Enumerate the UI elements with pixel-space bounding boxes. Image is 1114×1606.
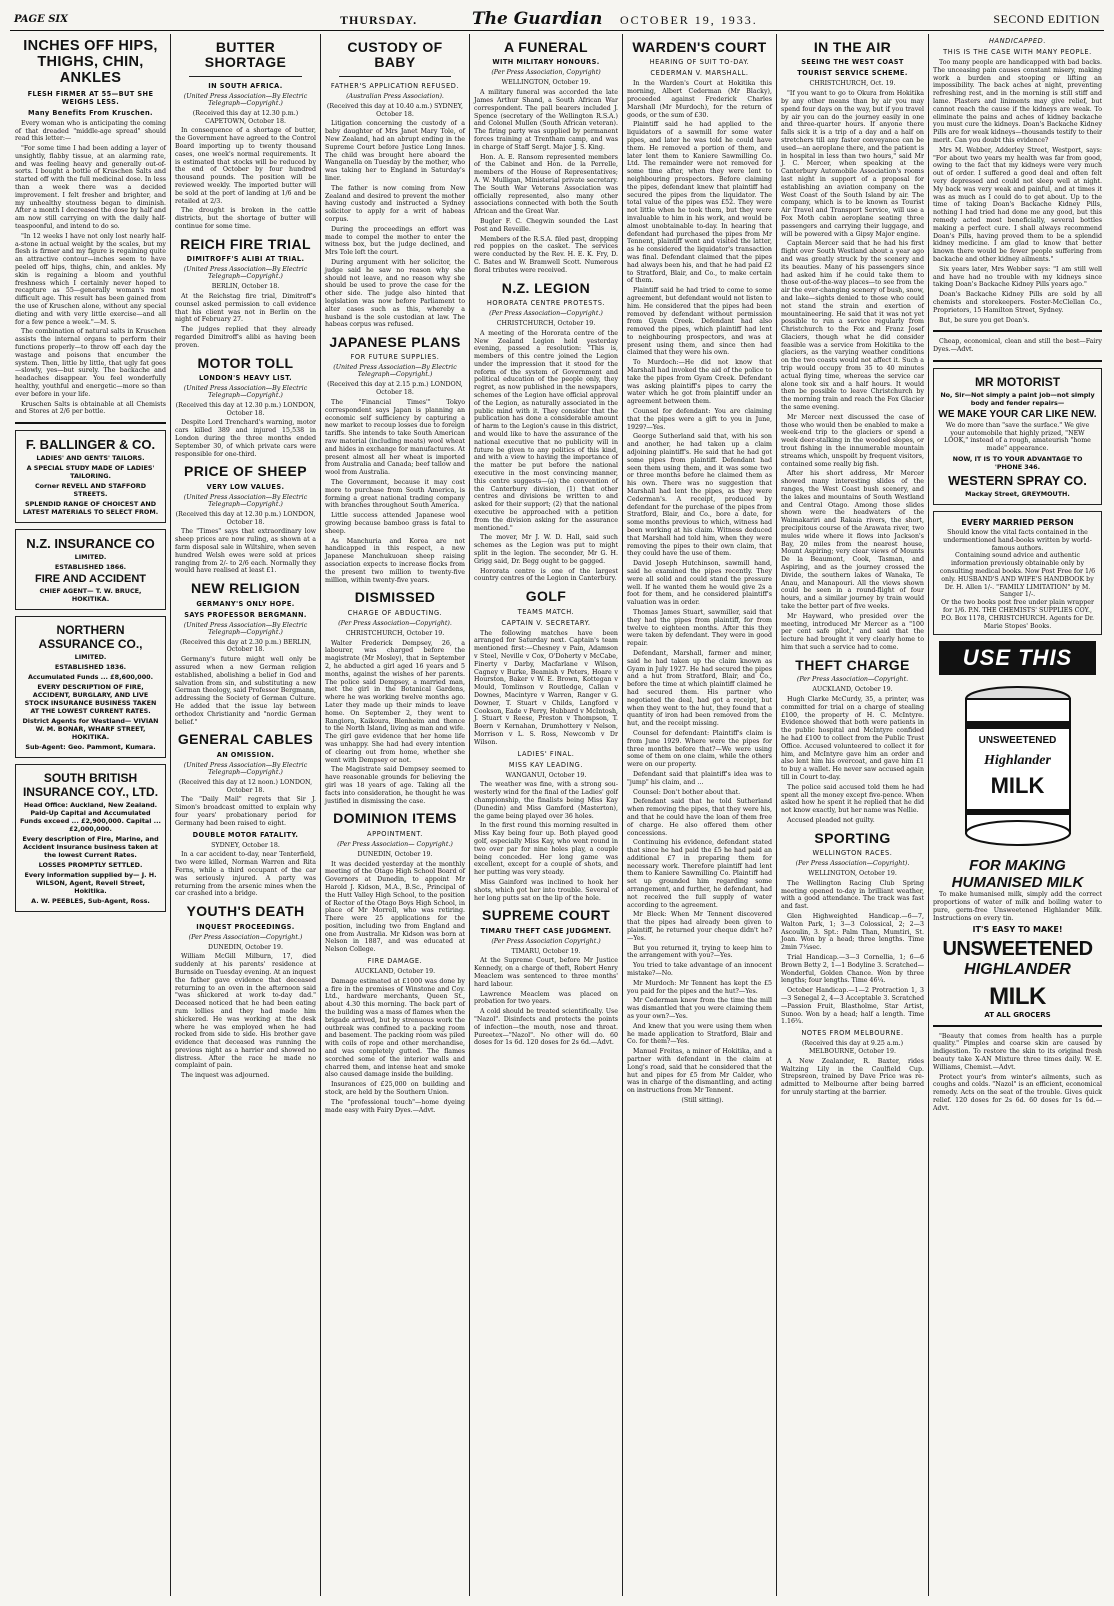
paragraph: But, be sure you get Doan's. bbox=[939, 316, 1030, 324]
paragraph: To Murdoch:—He did not know that Marshall had invoked the aid of the police to take the pipes from Gyam Creek. Defendant was asking plaintiff's pipes to carry the water which he got from plaintiff under an agreement between them. bbox=[627, 359, 772, 406]
ad-title: SOUTH BRITISH INSURANCE COY., LTD. bbox=[22, 771, 159, 800]
paragraph: The following matches have been arranged for Saturday next. Captain's team mentioned first:—Chesney v Pain, Adamson v Steel, Neville v Cox, O'Doherty v McCabe, Finerty v Darby, Macfarlane v Wilson, Cagney v Burke, Beamish v Peters, Hoare v Hourston, Baker v W. E. Brown, Kottegan v Mould, Tomlinson v Routledge, Callan v Downes, Macintyre v Warren, Ranger v G. Downer, T. Stuart v Childs, Langford v Cookson, Eade v Perry, Hubbard v McIntosh, J. Stuart v Reese, Preston v Thompson, T. Boern v Kernahan, Drumhottery v Nelson, Morrison v L. S. Ross, Newcomb v Dr Wilson. bbox=[474, 629, 618, 746]
subheading: LADIES' FINAL. bbox=[517, 749, 575, 758]
paragraph: "Beauty that comes from health has a purple quality." Pimples and coarse skin are caused by indigestion. To restore the skin to its original fresh beauty take X-AN Mixture three times daily. W. E. Williams, Chemist.—Advt. bbox=[933, 1032, 1102, 1071]
dateline: WELLINGTON, October 19. bbox=[501, 79, 591, 87]
subheading: WITH MILITARY HONOURS. bbox=[492, 58, 600, 67]
dateline: (Received this day at 2.15 p.m.) LONDON, October 18. bbox=[327, 381, 463, 397]
ad-line: NOW, IT IS TO YOUR ADVANTAGE TO 'PHONE 346. bbox=[952, 455, 1083, 472]
dateline: WANGANUI, October 19. bbox=[505, 771, 587, 779]
ad-line: No, Sir—Not simply a paint job—not simply body and fender repairs— bbox=[940, 390, 1095, 407]
paragraph: The "Daily Mail" regrets that Sir J. Simon's broadcast omitted to explain why four years' probationary period for Germany had been raised to eight. bbox=[175, 796, 316, 827]
issue-date: OCTOBER 19, 1933. bbox=[620, 13, 758, 27]
paragraph: A cold should be treated scientifically. Use "Nazol". Disinfects and protects the points of infection—the mouth, nose and throat. Pureetex—"Nazol". No other will do. 60 doses for 1s 6d. 120 doses for 2s 6d.—Advt. bbox=[474, 1008, 618, 1047]
paragraph: Six years later, Mrs Webber says: "I am still well and have had no trouble with my kidneys since taking Doan's Backache Kidney Pills years ago." bbox=[933, 265, 1102, 289]
headline: MOTOR TOLL bbox=[197, 354, 294, 371]
dateline: BERLIN, October 18. bbox=[211, 283, 280, 291]
headline: SPORTING bbox=[814, 829, 891, 846]
paragraph: Hugh Clarke McCurdy, 35, a printer, was committed for trial on a charge of stealing £100, the property of H. C. McIntyre. Evidence showed that both were patients in the public hospital and McIntyre confided he had £100 to collect from the Public Trust Office. Accused volunteered to collect it for him, and McIntyre gave him an order and also lent him his overcoat, and gave him £1 to buy a wallet. He never saw accused again till in Court to-day. bbox=[781, 695, 924, 781]
subheading: MISS KAY LEADING. bbox=[508, 760, 584, 769]
paragraph: Defendant, Marshall, farmer and miner, said he had taken up the claim known as Gyam in July 1927. He had secured the pipes and a hut from Stratford, Blair, and Co., before the time at which plaintiff claimed he had secured them. His partner who negotiated the deal, had got a receipt, but when they went to the hut, they found that a quantity of iron had been removed from the hut, and the receipt missing. bbox=[627, 649, 772, 728]
paragraph: Glen Highweighted Handicap.—6—7, Walton Park, 1; 3—3 Colossical, 2; 2—3 Ascoulin, 3. Spt.: Palm Than, Mumtiri, St. Joan. Won by a head; three lengths. Time 2min 7¼sec. bbox=[781, 913, 924, 952]
headline: CUSTODY OF BABY bbox=[347, 39, 443, 71]
column-7 bbox=[930, 34, 1105, 1596]
column-rule bbox=[469, 34, 470, 1596]
paragraph: "For some time I had been adding a layer of unsightly, flabby tissue, at an alarming rate, and was feeling heavy and generally out-of-sorts. I bought a bottle of Kruschen Salts and started off with the full medicinal dose. In less than a week there was a decided improvement. I felt fresher and brighter, and my unhealthy stoutness began to diminish. After a month I decreased the dose by half and am now still carrying on with the daily half-teaspoonful, and intend to do so. bbox=[15, 145, 166, 231]
credit-line: (Per Press Association—Copyright. bbox=[796, 676, 909, 684]
paragraph: Little success attended Japanese wool growing because bamboo grass is fatal to sheep. bbox=[325, 512, 465, 535]
divider bbox=[189, 76, 302, 77]
headline: JAPANESE PLANS bbox=[329, 334, 461, 351]
ad-line: Or the two books post free under plain wrapper for 1/6. P.N. THE CHEMISTS' SUPPLIES COY., P.O. Box 1178, CHRISTCHURCH. Agents for Dr. Marie Stopes' Books. bbox=[940, 599, 1095, 630]
ad-line: A. W. PEEBLES, Sub-Agent, Ross. bbox=[31, 897, 150, 906]
ad-line: ESTABLISHED 1836. bbox=[54, 663, 127, 672]
newspaper-title: The Guardian bbox=[472, 9, 603, 29]
paragraph: The "Financial Times'" Tokyo correspondent says Japan is planning an economic self sufficiency by capturing a new market to recoup losses due to foreign tariffs. She intends to take South American raw material (including meats) wool wheat and hides in exchange for manufactures. At present almost all her wheat is imported from Australia and Canada; beef tallow and wool from Australia. bbox=[325, 399, 465, 477]
paragraph: The father is now coming from New Zealand and desired to prevent the mother having custody and instructed a Sydney solicitor to apply for a writ of habeas corpus. bbox=[325, 184, 465, 223]
subheading: HEARING OF SUIT TO-DAY. bbox=[649, 58, 750, 67]
ad-line: Should know the vital facts contained in the undermentioned hand-books written by world-famous authors. bbox=[943, 529, 1092, 552]
divider bbox=[933, 330, 1102, 332]
column-1 bbox=[12, 34, 169, 1596]
column-6 bbox=[778, 34, 927, 1596]
credit-line: (Australian Press Association). bbox=[346, 92, 444, 100]
column-rule bbox=[170, 34, 171, 1596]
ad-line: A SPECIAL STUDY MADE OF LADIES' TAILORING. bbox=[26, 464, 155, 481]
paragraph: During argument with her solicitor, the judge said he saw no reason why she should not leave, and no reason why she should be used to prove the case for the other side. The judge also hinted that legislation was now before Parliament to alter cases such as this, whereby a husband is the sole custodian at law. The habeas corpus was refused. bbox=[325, 258, 465, 329]
paragraph: The mover, Mr J. W. D. Hall, said such schemes as the Legion was put to might split in the legion. The seconder, Mr G. H. Grigg said, Dr. Begg ought to be gagged. bbox=[474, 534, 618, 565]
ad-northern-assurance bbox=[15, 616, 166, 758]
ad-line: FIRE AND ACCIDENT bbox=[34, 573, 146, 586]
paragraph: Bugler F. C. Chegwin sounded the Last Post and Reveille. bbox=[474, 217, 618, 233]
paragraph: Germany's future might well only be assured when a new German religion established, abolishing a belief in God and salvation from sin, and substituting a new German theology, said Professor Bergmann, addressing the Society of German Culture. He added that the issue lay between orthodox Christianity and "nordic German belief." bbox=[175, 656, 316, 726]
headline: GOLF bbox=[525, 588, 567, 605]
headline: N.Z. LEGION bbox=[501, 279, 591, 296]
paragraph: Continuing his evidence, defendant stated that since he had paid the £5 he had paid an additional £7 in preparing them for necessary work. Therefore plaintiff had lent them to Kaniere Sawmilling Co. Plaintiff had set up grounded him regarding some arrangement, and further, he defendant, had not received the full supply of water according to the agreement. bbox=[627, 839, 772, 909]
dateline: TIMARU, October 19. bbox=[511, 947, 581, 955]
ad-title: EVERY MARRIED PERSON bbox=[961, 518, 1074, 528]
paragraph: It was decided yesterday at the monthly meeting of the Otago High School Board of Governors at Dunedin, to appoint Mr Harold J. Kidson, M.A., B.Sc., Principal of the Hutt Valley High School, to the position of Rector of the Otago Boys High School, in place of Mr Morrell, who was retiring. There were 25 applications for the position, including two from England and one from Australia. Mr Kidson was born at Nelson in 1887, and was educated at Nelson College. bbox=[325, 860, 465, 954]
paragraph: Mr Murdoch: Mr Tennent has kept the £5 you paid for the pipes and the hut?—Yes. bbox=[627, 979, 772, 995]
paragraph: The Magistrate said Dempsey seemed to have reasonable grounds for believing the girl was 18 years of age. Taking all the facts into consideration, he thought he was justified in dismissing the case. bbox=[325, 766, 465, 805]
subheading: CAPTAIN V. SECRETARY. bbox=[501, 618, 591, 627]
ad-subheading: THIS IS THE CASE WITH MANY PEOPLE. bbox=[943, 48, 1092, 56]
paragraph: Litigation concerning the custody of a baby daughter of Mrs Janet Mary Tole, of New Zealand, had an abrupt ending in the Supreme Court before Justice Long Innes. The child was brought here aboard the Wanganella on Tuesday by the mother, who was taking her to England in Saturday's liner. bbox=[325, 120, 465, 182]
paragraph: At the Reichstag fire trial, Dimitroff's counsel asked permission to call evidence that his client was not in Berlin on the night of February 27. bbox=[175, 292, 316, 324]
ad-line: LOSSES PROMPTLY SETTLED. bbox=[38, 861, 143, 870]
divider bbox=[933, 1025, 1102, 1027]
paragraph: "If you want to go to Okura from Hokitika by any other means than by air you may spend four days on the way, but if you travel by air you can do the journey easily in one and three-quarter hours. If anyone there falls sick it is a trip of a day and a half on stretchers till any faster conveyance can be used—an aeroplane there, and the patient is in hospital in less than two hours," said Mr J. C. Mercer, when speaking at the Canterbury Automobile Association's rooms last night in support of a proposal for establishing an aviation company on the West Coast of the South Island by air. The company, which is to be known as Tourist Air Travel and Transport Service, will use a Fox Moth cabin aeroplane seating three passengers and carrying their luggage, and will be powered with a Gipsy Major engine. bbox=[781, 90, 924, 238]
headline: A FUNERAL bbox=[504, 39, 588, 55]
headline: REICH FIRE TRIAL bbox=[180, 235, 311, 252]
ad-line: Every description of Fire, Marine, and Accident Insurance business taken at the lowest Current Rates. bbox=[22, 835, 159, 860]
paragraph: Counsel: Don't bother about that. bbox=[633, 788, 741, 796]
ad-ballinger bbox=[15, 430, 166, 523]
edition-label: SECOND EDITION bbox=[993, 12, 1100, 26]
credit-line: (Per Press Association, Copyright) bbox=[491, 69, 601, 77]
paragraph: Cheap, economical, clean and still the best—Fairy Dyes.—Advt. bbox=[933, 338, 1102, 354]
paragraph: Counsel for defendant: You are claiming that the pipes were a gift to you in June, 1929?—Yes. bbox=[627, 408, 772, 431]
paragraph: To make humanised milk, simply add the correct proportions of water of milk and boiling water to pure, germ-free Unsweetened Highlander Milk. Instructions on every tin. bbox=[933, 891, 1102, 922]
ad-heading: FOR MAKING HUMANISED MILK bbox=[951, 857, 1084, 892]
column-rule bbox=[320, 34, 321, 1596]
paragraph: A New Zealander, R. Baxter, rides Waltzing Lily in the Caulfield Cup. Strepsreon, trained by Dave Price was re-admitted to Melbourne after being barred for unruly starting at the barrier. bbox=[781, 1057, 924, 1097]
column-rule bbox=[776, 34, 777, 1596]
milk-tin-illustration bbox=[953, 681, 1083, 851]
paragraph: Mr Mercer next discussed the case of those who would then be enabled to make a week-end trip to the glaciers or spend a week deer-stalking in the wooded slopes, or trout fishing in the innumerable mountain streams which, unspoilt by frequent visitors, contained some really big fish. bbox=[781, 413, 924, 468]
ad-title: N.Z. INSURANCE CO bbox=[26, 536, 155, 552]
paragraph: The "Times" says that extraordinary low sheep prices are now ruling, as shown at a farm disposal sale in Wiltshire, when seven hundred Welsh ewes were sold at prices ranging from 2/- to 2/6 each. Normally they would have realised at least £1. bbox=[175, 528, 316, 575]
paragraph: Defendant said that plaintiff's idea was to "jump" his claim, and … bbox=[627, 770, 772, 786]
subheading: INQUEST PROCEEDINGS. bbox=[196, 922, 295, 931]
credit-line: (United Press Association—By Electric Telegraph—Copyright.) bbox=[183, 493, 308, 508]
subheading: AN OMISSION. bbox=[216, 750, 275, 759]
credit-line: (Per Press Association—Copyright). bbox=[795, 860, 910, 868]
dateline: DUNEDIN, October 19. bbox=[208, 943, 283, 951]
paragraph: But you returned it, trying to keep him to the arrangement with you?—Yes. bbox=[627, 944, 772, 960]
paragraph: Kruschen Salts is obtainable at all Chemists and Stores at 2/6 per bottle. bbox=[15, 400, 166, 416]
paragraph: The "professional touch"—home dyeing made easy with Fairy Dyes.—Advt. bbox=[325, 1098, 465, 1114]
paragraph: In the first round this morning resulted in Miss Kay being four up. Both played good golf, especially Miss Kay, who went round in two over par for nine holes play, a couple being conceded. Her long game was excellent, except for a couple of shots, and her putting was very steady. bbox=[474, 822, 618, 877]
dateline: (Received this day at 12.30 p.m.) LONDON, October 18. bbox=[175, 510, 316, 526]
paragraph: Mr Hayward, who presided over the meeting, introduced Mr Mercer as a "100 per cent safe pilot," and said that the lecture had brought it very clearly home to him that such a service had to come. bbox=[781, 612, 924, 651]
paragraph: After his short address, Mr Mercer showed many interesting slides of the ranges, the West Coast bush scenery, and the lakes and mountains of South Westland and Central Otago. Among those slides shown were the headwaters of the Waimakariri and Rakaia rivers, the short, precipitous course of the Arawata river, two mules wide where it flows into Jackson's Bay, 20 miles from the nearest house, Mount Aspiring; very clear views of Mounts De la Beaumont, Cook, Tasman, and Aspiring, and as the journey crossed the Divide, the southern lakes of Wanaka, Te Anau, and Manapouri. All the views shown could be seen in a round-flight of four hours, and a similar journey by train would take the better part of five weeks. bbox=[781, 470, 924, 610]
paragraph: (Still sitting). bbox=[681, 1097, 724, 1104]
column-4 bbox=[471, 34, 621, 1596]
ad-line: Mackay Street, GREYMOUTH. bbox=[965, 490, 1070, 499]
ad-line: Head Office: Auckland, New Zealand. Paid-Up Capital and Accumulated Funds exceed ... £2,900,000. Capital ... £2,000,000. bbox=[20, 801, 161, 834]
credit-line: (Per Press Association—Copyright.) bbox=[489, 309, 603, 317]
ad-line: Containing sound advice and authentic information previously obtainable only by consulting medical books. Now Post Free for 1/6 only. HUSBAND'S AND WIFE'S HANDBOOK by Dr. H. Allen 1/-. "FAMILY LIMITATION" by M. Sanger 1/-. bbox=[939, 552, 1096, 599]
credit-line: (United Press Association—By Electric Telegraph—Copyright.) bbox=[183, 266, 308, 281]
ad-married-person bbox=[933, 511, 1102, 635]
paragraph: Hororata centre is one of the largest country centres of the Legion in Canterbury. bbox=[474, 567, 618, 583]
ad-line: ESTABLISHED 1866. bbox=[54, 563, 127, 572]
paragraph: Captain Mercer said that he had his first flight over South Westland about a year ago and was greatly struck by the scenery and its beauties. Many of his passengers since had asked him if he could take them to those out-of-the-way places—to see from the air the ever-changing scenery of bush, snow, and lake—sights denied to those who could not stand the strain and exertion of mountaineering. He said that it was not yet possible to run a service regularly from Christchurch to the Fox and Franz Josef Glaciers, though what he did consider feasible was a service from Hokitika to the glaciers, as the varying weather conditions on the two coasts would not affect it. Such a trip would occupy from 35 to 40 minutes actual flying time, whereas the service car alone took six and a half hours. It would then be possible to leave Christchurch by the morning train and reach the Fox Glacier the same evening. bbox=[781, 240, 924, 412]
paragraph: "In 12 weeks I have not only lost nearly half-a-stone in actual weight by the scales, but my flesh is firmer and my figure is regaining quite an attractive contour—inches seem to have peeled off hips, thighs, chin, and ankles. My skin is regaining a bloom and youthful freshness which I certainly never hoped to recapture as 55—generally woman's most difficult age. This result has been gained from the use of Kruschen alone, without any special dieting and with very little exercise—and all for a few pence a week."—M. S. bbox=[15, 232, 166, 326]
subheading: TOURIST SERVICE SCHEME. bbox=[797, 69, 908, 78]
subheading: CEDERMAN V. MARSHALL. bbox=[650, 69, 749, 78]
tin-label: MILK bbox=[990, 773, 1045, 799]
subheading: LONDON'S HEAVY LIST. bbox=[198, 373, 292, 382]
headline: PRICE OF SHEEP bbox=[183, 463, 308, 480]
subheading: TIMARU THEFT CASE JUDGMENT. bbox=[480, 926, 612, 935]
credit-line: (Per Press Association— Copyright.) bbox=[337, 840, 453, 848]
page-number: PAGE SIX bbox=[14, 14, 68, 25]
column-5 bbox=[624, 34, 775, 1596]
paragraph: In consequence of a shortage of butter, the Government have agreed to the Control Board importing up to twenty thousand cases, one week's normal requirements. It is estimated that stocks will be reduced by the end of October by four hundred thousand pounds. The position will be reviewed weekly. The imported butter will be sold at the port of landing at 1/6 and be retailed at 2/3. bbox=[175, 127, 316, 205]
paragraph: The Wellington Racing Club Spring meeting opened to-day in brilliant weather, with a good attendance. The track was fast and fast. bbox=[781, 879, 924, 911]
paragraph: The inquest was adjourned. bbox=[181, 1072, 270, 1080]
paragraph: Doan's Backache Kidney Pills are sold by all chemists and storekeepers. Foster-McClellan Co., Proprietors, 15 Hamilton Street, Sydney. bbox=[933, 291, 1102, 314]
ad-line: LADIES' AND GENTS' TAILORS. bbox=[36, 454, 145, 463]
credit-line: (Per Press Association—Copyright). bbox=[338, 619, 452, 627]
paragraph: During the proceedings an effort was made to compel the mother to enter the witness box, but the judge declined, and Mrs Tole left the court. bbox=[325, 225, 465, 257]
ad-title: F. BALLINGER & CO. bbox=[25, 437, 156, 453]
subheading: SAYS PROFESSOR BERGMANN. bbox=[184, 610, 307, 619]
subheading: SEEING THE WEST COAST bbox=[801, 58, 904, 67]
tin-label: Highlander bbox=[984, 753, 1051, 769]
paragraph: The Government, because it may cost more to purchase from South America, is forming a great national trading company with branches throughout South America. bbox=[325, 479, 465, 510]
paragraph: Despite Lord Trenchard's warning, motor cars killed 389 and injured 15,538 in London during the three months ended September 30, of which private cars were responsible for one-third. bbox=[175, 419, 316, 458]
subheading: NOTES FROM MELBOURNE. bbox=[801, 1029, 904, 1038]
paragraph: At the Supreme Court, before Mr Justice Kennedy, on a charge of theft, Robert Henry Meaclem was sentenced to three months' hard labour. bbox=[474, 957, 618, 988]
subheading: APPOINTMENT. bbox=[367, 829, 423, 838]
ad-line: Every information supplied by— J. H. WILSON, Agent, Revell Street, Hokitika. bbox=[24, 871, 157, 896]
subheading: FLESH FIRMER AT 55—BUT SHE WEIGHS LESS. bbox=[27, 89, 154, 106]
paragraph: Insurances of £25,000 on building and stock, are held by the Southern Union. bbox=[325, 1081, 465, 1097]
ad-south-british bbox=[15, 764, 166, 912]
dateline: AUCKLAND, October 19. bbox=[354, 968, 436, 976]
paragraph: The judges replied that they already regarded Dimitroff's alibi as having been proven. bbox=[175, 326, 316, 349]
headline: NEW RELIGION bbox=[190, 580, 301, 597]
paragraph: Trial Handicap.—3—3 Cornellia, 1; 6—6 Brown Betty 2, 1—1 Bodyline 3. Scratched—Wonderful, Golden Chance. Won by three lengths; four lengths. Time 46¼. bbox=[781, 954, 924, 985]
paragraph: The combination of natural salts in Kruschen assists the internal organs to perform their functions properly—to throw off each day the wastage and poisons that encumber the system. Then, little by little, that ugly fat goes—slowly, yes—but surely. The backache and headaches disappear. You feel wonderfully healthy, youthful and energetic—more so than ever before in your life. bbox=[15, 328, 166, 398]
ad-line: CHIEF AGENT— T. W. BRUCE, HOKITIKA. bbox=[39, 587, 142, 604]
paragraph: You tried to take advantage of an innocent mistake?—No. bbox=[627, 962, 772, 978]
ad-line: EVERY DESCRIPTION OF FIRE, ACCIDENT, BURGLARY, AND LIVE STOCK INSURANCE BUSINESS TAKEN AT THE LOWEST CURRENT RATES. bbox=[24, 683, 157, 716]
subheading: DIMITROFF'S ALIBI AT TRIAL. bbox=[186, 255, 305, 264]
paragraph: Mr Bleck: When Mr Tennent discovered that the pipes had already been given to plaintiff, he returned your cheque didn't he?—Yes. bbox=[627, 911, 772, 942]
column-rule bbox=[622, 34, 623, 1596]
paragraph: Plaintiff said he had tried to come to some agreement, but defendant would not listen to him. He considered that the pipes had been removed by defendant without permission from Gyam Creek. Defendant had also removed the pipes, which plaintiff had lent to neighbouring prospectors, and was at present using them, and since then had claimed that they were his own. bbox=[627, 287, 772, 357]
headline: IN THE AIR bbox=[813, 39, 892, 55]
headline: GENERAL CABLES bbox=[177, 731, 314, 748]
issue-day: THURSDAY. bbox=[340, 13, 418, 27]
column-2 bbox=[172, 34, 319, 1596]
subheading: Many Benefits From Kruschen. bbox=[28, 108, 153, 117]
ad-line: SPLENDID RANGE OF CHOICEST AND LATEST MATERIALS TO SELECT FROM. bbox=[22, 500, 159, 517]
divider bbox=[933, 360, 1102, 362]
ad-title: WESTERN SPRAY CO. bbox=[948, 473, 1087, 489]
paragraph: Lawrence Meaclem was placed on probation for two years. bbox=[474, 990, 618, 1006]
dateline: (Received this day at 2.30 p.m.) BERLIN, October 18. bbox=[179, 638, 312, 654]
ad-brand: HIGHLANDER bbox=[964, 960, 1071, 978]
ad-line: Sub-Agent: Geo. Pammont, Kumara. bbox=[25, 743, 156, 752]
column-3 bbox=[322, 34, 468, 1596]
headline: SUPREME COURT bbox=[481, 907, 611, 924]
ad-heading: HANDICAPPED. bbox=[988, 37, 1047, 45]
column-rule bbox=[928, 34, 929, 1596]
paragraph: In the Warden's Court at Hokitika this morning, Albert Cederman (Mr Blacky), proceeded against Frederick Charles Marshall (Mr Murdoch), for the return of goods, or the sum of £30. bbox=[627, 80, 772, 119]
credit-line: (United Press Association—By Electric Telegraph—Copyright.) bbox=[183, 384, 308, 399]
dateline: WELLINGTON, October 19. bbox=[808, 870, 897, 878]
paragraph: Members of the R.S.A. filed past, dropping red poppies on the casket. The services were conducted by the Rev. H. E. K. Fry, D. C. Bates and W. Bramwell Scott. Numerous floral tributes were received. bbox=[474, 235, 618, 274]
paragraph: Hon. A. E. Ransom represented members of the Cabinet and Hon. de la Perrelle, members of the House of Representatives; A. W. Mulligan, Ministerial private secretary. The South War Veterans Association was officially represented, also many other associations connected with both the South African and the Great War. bbox=[474, 153, 618, 216]
subheading: IN SOUTH AFRICA. bbox=[208, 81, 283, 90]
dateline: (Received this day at 12.30 p.m.) CAPETOWN, October 18. bbox=[192, 109, 299, 125]
paragraph: In a car accident to-day, near Tenterfield, two were killed, Norman Warren and Rita Ferns, while a third occupant of the car was seriously injured. A party was returning from the arsenic mines when the car crashed into a bridge. bbox=[175, 851, 316, 898]
subheading: WELLINGTON RACES. bbox=[812, 849, 893, 858]
ad-title: NORTHERN ASSURANCE CO., bbox=[38, 623, 143, 652]
ad-line: Accumulated Funds ... £8,600,000. bbox=[27, 673, 154, 682]
paragraph: The weather was fine, with a strong sou-westerly wind for the final of the Ladies' golf championship, the finalists being Miss Kay (Dunedin) and Miss Gamford (Masterton), the game being played over 36 holes. bbox=[474, 781, 618, 820]
paragraph: Manuel Freitas, a miner of Hokitika, and a partner with defendant in the claim at Long's road, said that he considered that the hut and pipes for £5 from Mr Calder, who was in charge of the dismantling, and acting on instructions from Mr Tennent. bbox=[627, 1048, 772, 1095]
paragraph: And knew that you were using them when he made application to Stratford, Blair and Co. for them?—Yes. bbox=[627, 1022, 772, 1046]
headline: THEFT CHARGE bbox=[795, 656, 910, 673]
ad-line: LIMITED. bbox=[74, 553, 107, 562]
paragraph: David Joseph Hutchinson, sawmill hand, said he examined the pipes recently. They were all solid and could stand the pressure well. If he wanted them he would give 2s a foot for them, and he considered plaintiff's valuation was in order. bbox=[627, 560, 772, 607]
ad-brand: MILK bbox=[989, 982, 1046, 1010]
paragraph: Walter Frederick Dempsey, 26, a labourer, was charged before the magistrate (Mr Mosley), that in September 2, he abducted a girl aged 16 years and 5 months, against the wishes of her parents. The police said Dempsey, a married man, met the girl in the Botanical Gardens, where he was working twelve months ago. Later they made up their minds to leave home. On September 2, they went to Rangiora, Kaikoura, Blenheim and thence to the North Island, living as man and wife. The girl gave evidence that her home life was unhappy. She had had every intention of clearing out from home, whether she went with Dempsey or not. bbox=[325, 639, 465, 764]
paragraph: October Handicap.—1—2 Protraction 1, 3—3 Senegal 2, 4—3 Acceptable 3. Scratched—Passion Fruit, Blastholme, Star Artist, Sunoo. Won by a head; half a length. Time 1.16¾. bbox=[781, 987, 924, 1026]
paragraph: The police said accused told them he had spent all the money except five-pence. When asked how he spent it he replied that he did not know exactly, but her name was Nellie. bbox=[781, 783, 924, 815]
subheading: FATHER'S APPLICATION REFUSED. bbox=[330, 81, 460, 90]
headline-kruschen: INCHES OFF HIPS, THIGHS, CHIN, ANKLES bbox=[23, 38, 158, 87]
dateline: (Received this day at 12 noon.) LONDON, October 18. bbox=[178, 778, 313, 794]
paragraph: Mrs M. Webber, Adderley Street, Westport, says: "For about two years my health was far from good, owing to the fact that my kidneys were very much out of order. I suffered a good deal and often felt very depressed and could not sleep well at night. My back was very weak and painful, and at times it was as much as I could do to get about. Up to the time of taking Doan's Backache Kidney Pills, nothing I had tried had done me any good, but this remedy acted most beneficially, several bottles making a perfect cure. I shall always recommend Doan's Pills, having proved them to be a splendid kidney medicine. I am glad to know that better known there would be fewer people suffering from backache and other kidney ailments." bbox=[933, 146, 1102, 263]
ad-line: LIMITED. bbox=[74, 653, 107, 662]
paragraph: The drought is broken in the cattle districts, but the shortage of butter will continue for some time. bbox=[175, 207, 316, 230]
subheading: FOR FUTURE SUPPLIES. bbox=[350, 353, 440, 362]
ad-line: Corner REVELL AND STAFFORD STREETS. bbox=[34, 482, 147, 499]
paragraph: A meeting of the Hororata centre of the New Zealand Legion held yesterday evening, passed a resolution: "This is, members of this centre joined the Legion under the impression that it stood for the reform of the system of Government and political education of the people only, they regret, as now published in the newspapers, schemes of the Legion have official approval of the Legion, as naturally associated in the public mind with it. They consider that the publication has done a considerable amount of harm to the Legion's cause in this district, and would like to have the assurance of the national executive that no publicity will in future be given to any politics of this kind, and with a view to having the importance of the matter be put before the national executive in the most convincing manner, this centre suggests—(a) the convention of the Canterbury division, (1) that other centres and divisions be written to and asked for their support; (2) that the national executive be approached with a petition from the division asking for the assurance mentioned." bbox=[474, 329, 618, 532]
subheading: CHARGE OF ABDUCTING. bbox=[347, 608, 443, 617]
paragraph: As Manchuria and Korea are not handicapped in this respect, a new Japanese Manchukuoan sheep raising association expects to increase flocks from the present two million to twenty-five million, within twenty-five years. bbox=[325, 537, 465, 584]
dateline: DUNEDIN, October 19. bbox=[357, 850, 433, 858]
dateline: CHRISTCHURCH, October 19. bbox=[345, 629, 445, 637]
ad-highlander-milk bbox=[933, 641, 1102, 1018]
paragraph: Too many people are handicapped with bad backs. The unceasing pain causes constant misery, making work a burden and stooping or lifting an impossibility. The back aches at night, preventing refreshing rest, and in the morning is still stiff and lame. Plasters and liniments may give relief, but cannot reach the cause if the kidneys are weak. To eliminate the pains and aches of kidney backache you must cure the kidneys. Doan's Backache Kidney Pills are for weak kidneys—thousands testify to their merit. Can you doubt this evidence? bbox=[933, 59, 1102, 144]
paragraph: Every woman who is anticipating the coming of that dreaded "middle-age spread" should read this letter:— bbox=[15, 119, 166, 143]
dateline: (Received this day at 9.25 a.m.) MELBOURNE, October 19. bbox=[801, 1040, 904, 1056]
credit-line: (United Press Association—By Electric Telegraph—Copyright.) bbox=[183, 92, 308, 107]
ad-line: AT ALL GROCERS bbox=[984, 1010, 1051, 1019]
headline: YOUTH'S DEATH bbox=[186, 903, 305, 920]
subheading: HORORATA CENTRE PROTESTS. bbox=[486, 298, 606, 307]
headline: DISMISSED bbox=[354, 589, 436, 606]
paragraph: Counsel for defendant: Plaintiff's claim is from June 1929. Where were the pipes for three months before that?—We were using some of them on one claim, while the others were on our property. bbox=[627, 729, 772, 769]
credit-line: (Per Press Association—Copyright.) bbox=[188, 933, 303, 941]
dateline: CHRISTCHURCH, October 19. bbox=[496, 319, 596, 327]
paragraph: Accused pleaded not guilty. bbox=[787, 816, 875, 824]
paragraph: William McGill Milburn, 17, died suddenly at his parents' residence at Burnside on Tuesday evening. At an inquest the father gave evidence that deceased returning to an oven in the afternoon said "was shickered at work to-day dad." Deceased noticed that he had been eating rum lollies and they had made him shickered. He was working at the desk where he was employed when he had rocked from side to side. His brother gave evidence that deceased was running the previous night as a harrier and showed no distress. After the race he made no complaint of pain. bbox=[175, 953, 316, 1070]
subheading: VERY LOW VALUES. bbox=[206, 482, 285, 491]
paragraph: Thomas James Stuart, sawmiller, said that they had the pipes from plaintiff, for from twelve to eighteen months. After this they were taken by defendant. They were in good repair. bbox=[627, 608, 772, 648]
paragraph: Miss Gainford was inclined to hook her shots, which got her into trouble. Several of her long putts sat on the lip of the hole. bbox=[474, 878, 618, 902]
ad-brand: UNSWEETENED bbox=[942, 937, 1093, 960]
paragraph: Plaintiff said he had applied to the liquidators of a sawmill for some water pipes, and later he was told he could have them. He removed a portion of them, and later lent them to Kaniere Sawmilling Co. Ltd. The remainder were not removed for some time after, when they were lent to neighbouring prospectors. Before claiming the pipes, defendant knew that plaintiff had secured the pipes from the liquidator. The total value of the pipes was £52. They were not little when he took them, but they were invaluable to him in his work, and would be almost unobtainable to-day. In hearing that defendant had purchased the pipes from Mr Tennent, plaintiff went and visited the latter, as he considered the liquidator's transaction was final. Defendant claimed that the pipes had always been his, and that he had paid £2 to Stratford, Blair, and Co., to make certain of them. bbox=[627, 121, 772, 285]
tin-label: UNSWEETENED bbox=[978, 735, 1057, 747]
paragraph: A military funeral was accorded the late James Arthur Shand, a South African War correspondent. The pall bearers included J. Spence (secretary of the Wellington R.S.A.) and Colonel Mullen (South African veteran). The firing party was supplied by permanent forces training at Trentham camp, and was in charge of Staff Sergt. Major J. S. King. bbox=[474, 89, 618, 151]
headline: DOMINION ITEMS bbox=[333, 810, 457, 827]
headline: BUTTER SHORTAGE bbox=[204, 39, 287, 71]
ad-western-spray bbox=[933, 368, 1102, 505]
dateline: AUCKLAND, October 19. bbox=[812, 686, 893, 694]
subheading: GERMANY'S ONLY HOPE. bbox=[196, 599, 295, 608]
paragraph: Mr Cederman knew from the time the mill was dismantled that you were claiming them as your own?—Yes. bbox=[627, 997, 772, 1021]
headline: WARDEN'S COURT bbox=[632, 39, 767, 55]
subheading: FIRE DAMAGE. bbox=[367, 957, 423, 966]
divider bbox=[339, 76, 451, 77]
credit-line: (Per Press Association Copyright.) bbox=[491, 937, 601, 945]
divider bbox=[15, 422, 166, 424]
subheading: TEAMS MATCH. bbox=[517, 607, 575, 616]
paragraph: Protect your's from winter's ailments, such as coughs and colds. "Nazol" is an efficient, economical remedy. Acts on the seat of the trouble. Gives quick relief. 120 doses for 2s 6d. 60 doses for 1s 6d.—Advt. bbox=[933, 1073, 1102, 1112]
ad-nz-insurance bbox=[15, 529, 166, 610]
credit-line: (United Press Association—By Electric Telegraph—Copyright.) bbox=[183, 761, 308, 776]
ad-line: District Agents for Westland— VIVIAN W. M. BONAR, WHARF STREET, HOKITIKA. bbox=[22, 717, 159, 742]
ad-title: MR MOTORIST bbox=[974, 374, 1061, 389]
credit-line: (United Press Association—By Electric Telegraph—Copyright.) bbox=[333, 364, 457, 379]
masthead bbox=[10, 8, 1104, 31]
paragraph: Damage estimated at £1000 was done by a fire in the premises of Winstone and Coy. Ltd., hardware merchants, Queen St., about 4.30 this morning. The back part of the building was a mass of flames when the brigade arrived, but by strenuous work the outbreak was confined to a packing room and basement. The packing room was piled with coils of rope and other merchandise, and was completely gutted. The flames scorched some of the interior walls and charred them, and intense heat and smoke also caused damage inside the building. bbox=[325, 977, 465, 1079]
dateline: (Received this day at 12.30 p.m.) LONDON, October 18. bbox=[175, 401, 316, 417]
ad-line: We do more than "save the surface." We give your automobile that highly prized, "NEW LOOK," instead of a rough, amateurish "home made" appearance. bbox=[944, 421, 1091, 453]
paragraph: Defendant said that he told Sutherland when removing the pipes, that they were his, and that he could have the loan of them free of charge. He also offered them other concessions. bbox=[627, 798, 772, 837]
ad-line: IT'S EASY TO MAKE! bbox=[972, 924, 1063, 934]
credit-line: (United Press Association—By Electric Telegraph—Copyright.) bbox=[183, 621, 308, 636]
paragraph: George Sutherland said that, with his son and another, he had taken up a claim adjoining plaintiff's. He said that he had got some pipes from plaintiff. Defendant had seen them using them, and it was some two or three months before he claimed them as his own. There was no suggestion that Marshall had lent the pipes, as they were Cederman's. A receipt, produced by defendant for the purchase of the pipes from Stratford, Blair, and Co., bore a date, for some months previous to which, witness had been working at his claim. Witness deduced that Marshall had told him, when they were removing the pipes to their own claim, that they could have the use of them. bbox=[627, 433, 772, 558]
dateline: CHRISTCHURCH, Oct. 19. bbox=[809, 80, 896, 88]
ad-banner: USE THIS bbox=[939, 641, 1096, 675]
dateline: SYDNEY, October 18. bbox=[211, 841, 280, 849]
dateline: (Received this day at 10.40 a.m.) SYDNEY, October 18. bbox=[326, 102, 464, 118]
subheading: DOUBLE MOTOR FATALITY. bbox=[192, 830, 299, 839]
ad-line: WE MAKE YOUR CAR LIKE NEW. bbox=[938, 408, 1097, 420]
